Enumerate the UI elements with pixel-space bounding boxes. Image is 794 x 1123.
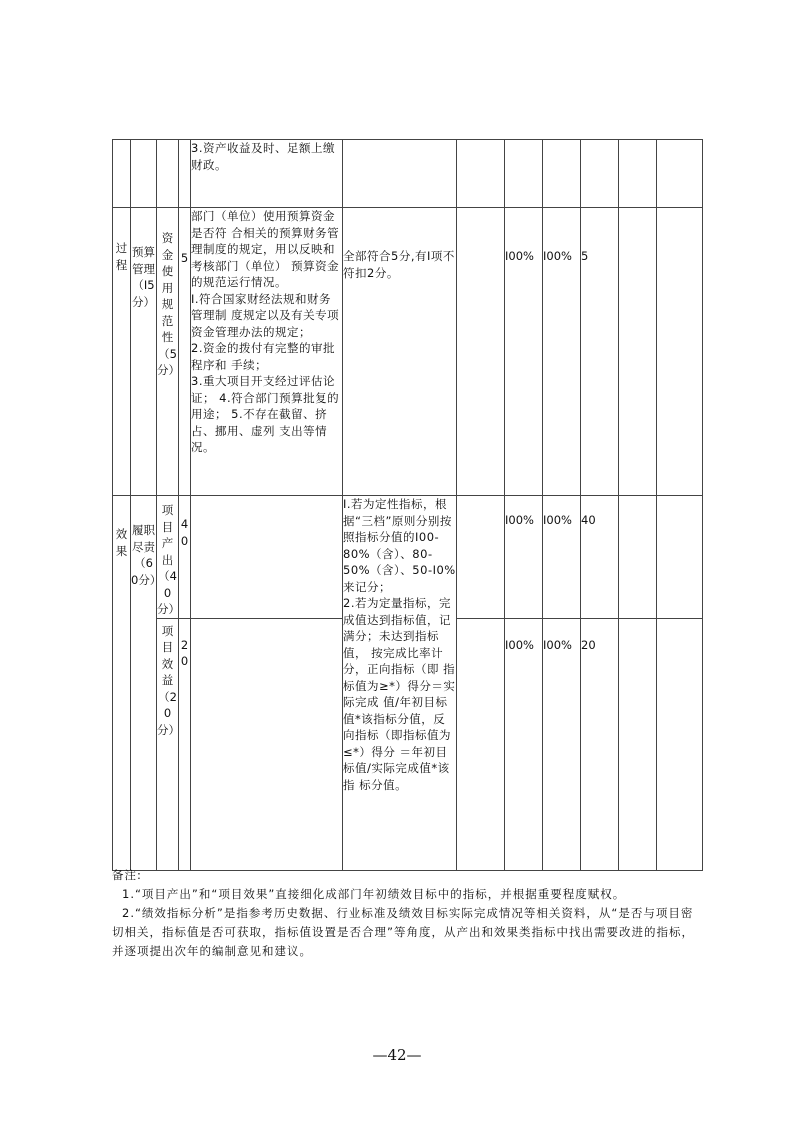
score-value: 5 xyxy=(581,208,619,496)
page-number: —42— xyxy=(372,1046,422,1064)
note-item: 1.“项目产出”和“项目效果”直接细化成部门年初绩效目标中的指标，并根据重要程度赋权。 xyxy=(122,887,626,901)
table-row xyxy=(113,208,703,496)
level2-indicator: 预算管理（I5分） xyxy=(131,208,157,496)
target-value: I00% xyxy=(505,618,543,870)
scoring-rule: 全部符合5分,有I项不符扣2分。 xyxy=(343,208,457,496)
scoring-rule: I.若为定性指标，根据“三档”原则分别按照指标分值的I00-80%（含）、80-50%（含）、50-I0%来记分； 2.若为定量指标，完成值达到指标值，记满分；未达到指标值， 按完成比率计分，正向指标（即 指标值为≥*）得分＝实际完成 值/年初目标值*该指标分值，反 向指标（即指标值为≤*）得分 ＝年初目标值/实际完成值*该指 标分值。 xyxy=(343,496,457,871)
criteria-text: 3.资产收益及时、足额上缴财政。 xyxy=(191,140,343,208)
actual-value: I00% xyxy=(543,496,581,619)
notes-title: 备注: xyxy=(112,868,142,882)
weight-value: 40 xyxy=(179,496,191,619)
level3-indicator: 项目产出（40分） xyxy=(157,496,179,619)
score-value: 40 xyxy=(581,496,619,619)
weight-value: 20 xyxy=(179,618,191,870)
target-value: I00% xyxy=(505,496,543,619)
level1-indicator: 过程 xyxy=(113,208,131,496)
level2-indicator: 履职尽责（60分） xyxy=(131,496,157,871)
note-item: 2.“绩效指标分析”是指参考历史数据、行业标准及绩效目标实际完成情况等相关资料，从“是否与项目密切相关，指标值是否可获取，指标值设置是否合理”等角度，从产出和效果类指标中找出需要改进的指标，并逐项提出次年的编制意见和建议。 xyxy=(112,906,694,958)
level3-indicator: 项目效益（20分） xyxy=(157,618,179,870)
table-row xyxy=(113,496,703,619)
actual-value: I00% xyxy=(543,208,581,496)
actual-value: I00% xyxy=(543,618,581,870)
level3-indicator: 资金使用规范性（5分） xyxy=(157,208,179,496)
evaluation-table xyxy=(112,139,703,871)
score-value: 20 xyxy=(581,618,619,870)
criteria-text: 部门（单位）使用预算资金是否符 合相关的预算财务管理制度的规定，用以反映和考核部门（单位） 预算资金的规范运行情况。 I.符合国家财经法规和财务管理制 度规定以及有关专项资金管理办法的规定； 2.资金的拨付有完整的审批程序和 手续； 3.重大项目开支经过评估论证； 4.符合部门预算批复的用途； 5.不存在截留、挤占、挪用、虚列 支出等情况。 xyxy=(191,208,343,496)
weight-value: 5 xyxy=(179,208,191,496)
level1-indicator: 效果 xyxy=(113,496,131,871)
notes-section xyxy=(112,866,702,961)
target-value: I00% xyxy=(505,208,543,496)
table-row xyxy=(113,140,703,208)
